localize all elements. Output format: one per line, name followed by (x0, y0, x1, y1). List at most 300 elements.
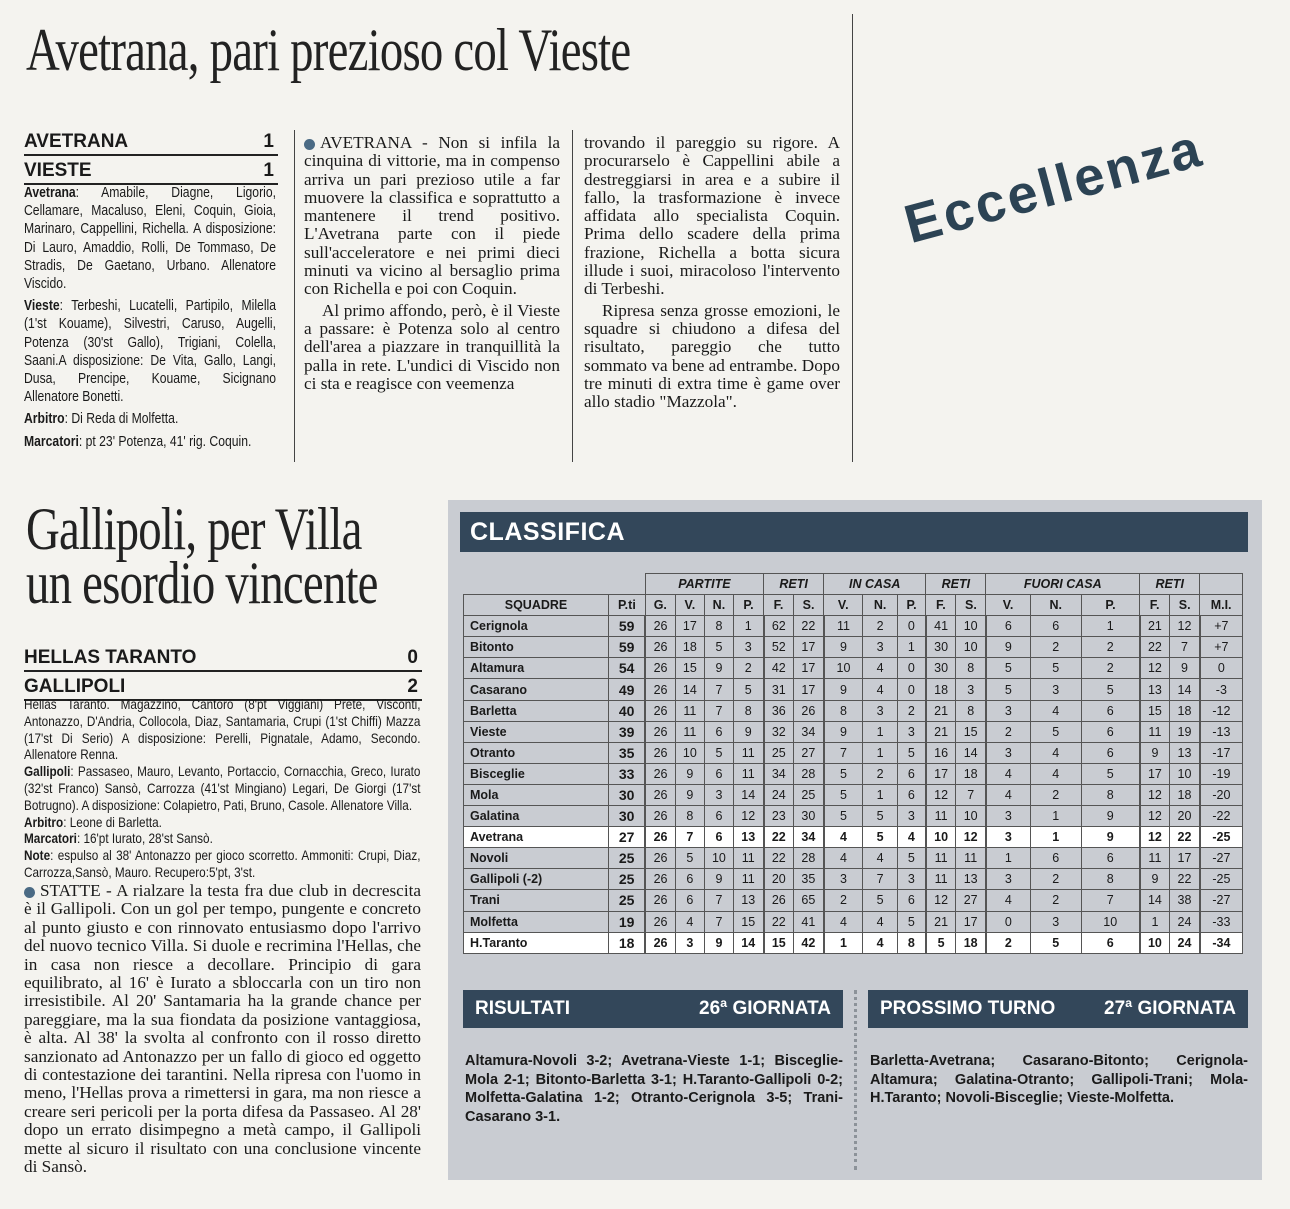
stat-cell: 5 (1030, 721, 1081, 742)
stat-cell: 3 (986, 869, 1030, 890)
points-cell: 35 (609, 742, 646, 763)
stat-cell: 4 (863, 932, 897, 953)
table-row (464, 721, 1243, 742)
group-header: RETI (926, 574, 986, 595)
stat-cell: 26 (645, 616, 675, 637)
stat-cell: 5 (824, 806, 863, 827)
next-round-title-bar (868, 990, 1248, 1028)
stat-cell: 10 (956, 806, 986, 827)
stat-cell: 9 (675, 784, 704, 805)
column-rule (294, 130, 295, 462)
stat-cell: 30 (926, 658, 956, 679)
stat-cell: 21 (1140, 616, 1170, 637)
stat-cell: -19 (1200, 763, 1243, 784)
stat-cell: 34 (764, 763, 794, 784)
lineups-gallipoli (24, 696, 420, 881)
stat-cell: 7 (704, 911, 733, 932)
stat-cell: 0 (897, 679, 926, 700)
stat-cell: 9 (704, 869, 733, 890)
stat-cell: 2 (986, 721, 1030, 742)
stat-cell: 8 (1081, 784, 1139, 805)
stat-cell: 18 (926, 679, 956, 700)
table-row (464, 848, 1243, 869)
points-cell: 39 (609, 721, 646, 742)
stat-cell: 7 (863, 869, 897, 890)
bullet-icon (304, 139, 315, 150)
score-row-away (24, 159, 278, 185)
stat-cell: 6 (1081, 721, 1139, 742)
stat-cell: 11 (824, 616, 863, 637)
stat-cell: 6 (1081, 742, 1139, 763)
standings-table (463, 573, 1243, 954)
points-cell: 19 (609, 911, 646, 932)
stat-cell: 1 (1030, 827, 1081, 848)
stat-cell: 5 (897, 742, 926, 763)
stat-cell: -3 (1200, 679, 1243, 700)
table-row (464, 616, 1243, 637)
stat-cell: 3 (956, 679, 986, 700)
stat-cell: 41 (794, 911, 824, 932)
stat-cell: 2 (1081, 658, 1139, 679)
stat-cell: 32 (764, 721, 794, 742)
column-header: G. (645, 595, 675, 616)
lineup-away: Vieste: Terbeshi, Lucatelli, Partipilo, Milella (1'st Kouame), Silvestri, Caruso, Augelli, Potenza (30'st Gallo), Trigiani, Colella, Saani.A disposizione: De Vita, Gallo, Langi, Dusa, Prencipe, Kouame, Sicignano Allenatore Bonetti. (24, 298, 276, 406)
stat-cell: 13 (733, 890, 763, 911)
stat-cell: 15 (1140, 700, 1170, 721)
stat-cell: 17 (794, 679, 824, 700)
column-header-row (464, 595, 1243, 616)
stat-cell: 19 (1170, 721, 1200, 742)
team-cell: Otranto (464, 742, 609, 763)
team-cell: Bisceglie (464, 763, 609, 784)
stat-cell: 6 (1081, 932, 1139, 953)
stat-cell: 10 (675, 742, 704, 763)
lineups-avetrana (24, 184, 276, 455)
stat-cell: 31 (764, 679, 794, 700)
stat-cell: 6 (675, 890, 704, 911)
stat-cell: 26 (645, 784, 675, 805)
stat-cell: 18 (675, 637, 704, 658)
stat-cell: 4 (824, 827, 863, 848)
stat-cell: 21 (926, 911, 956, 932)
stat-cell: 28 (794, 763, 824, 784)
stat-cell: 3 (704, 784, 733, 805)
column-header: S. (1170, 595, 1200, 616)
stat-cell: 5 (704, 637, 733, 658)
stat-cell: 6 (897, 763, 926, 784)
stat-cell: -12 (1200, 700, 1243, 721)
dotted-divider (854, 990, 857, 1170)
stat-cell: 11 (675, 700, 704, 721)
stat-cell: 5 (1030, 932, 1081, 953)
stat-cell: 8 (824, 700, 863, 721)
stat-cell: 5 (926, 932, 956, 953)
stat-cell: 26 (645, 763, 675, 784)
stat-cell: 7 (675, 827, 704, 848)
stat-cell: 7 (824, 742, 863, 763)
stat-cell: 26 (645, 848, 675, 869)
stat-cell: 10 (956, 616, 986, 637)
table-row (464, 784, 1243, 805)
stat-cell: 12 (1140, 658, 1170, 679)
column-header: F. (926, 595, 956, 616)
stat-cell: 8 (897, 932, 926, 953)
stat-cell: 30 (794, 806, 824, 827)
stat-cell: 12 (1140, 806, 1170, 827)
stat-cell: 6 (1081, 848, 1139, 869)
stat-cell: 20 (764, 869, 794, 890)
stat-cell: 10 (1140, 932, 1170, 953)
lineup-home: Hellas Taranto. Magazzino, Cantoro (8'pt Viggiani) Prete, Visconti, Antonazzo, D'Andria, Collocola, Diaz, Santamaria, Crupi (1'st Chiffi) Mazza (17'st Di Serio) A disposizione: Perelli, Pignatale, Adamo, Secondo. Allenatore Renna. (24, 696, 421, 763)
stat-cell: 3 (897, 806, 926, 827)
referee: Arbitro: Leone di Barletta. (24, 813, 162, 830)
stat-cell: 1 (1140, 911, 1170, 932)
stat-cell: 21 (926, 700, 956, 721)
stat-cell: 26 (645, 658, 675, 679)
column-header: P. (1081, 595, 1139, 616)
stat-cell: 2 (897, 700, 926, 721)
stat-cell: 3 (733, 637, 763, 658)
stat-cell: 4 (863, 911, 897, 932)
results-title-bar (463, 990, 843, 1028)
stat-cell: 11 (733, 763, 763, 784)
article2-body: STATTE - A rialzare la testa fra due club in decrescita è il Gallipoli. Con un gol per tempo, pungente e concreto al punto giusto e con rinnovato entusiasmo dopo l'arrivo del nuovo tecnico Villa. Si duole e recrimina l'Hellas, che in casa non riesce a decollare. Principio di gara equilibrato, al 16' è Iurato a sbloccarla con un tiro non irresistibile. Al 20' Santamaria ha la grande chance per pareggiare, ma la sua fiondata da posizione vantaggiosa, è alta. Al 38' la svolta al confronto con il rosso diretto sanzionato ad Antonazzo per un fallo di gioco ed oggetto di contestazione dei tarantini. Nella ripresa con l'uomo in meno, l'Hellas prova a rimettersi in gara, ma non riesce a creare seri pericoli per la porta difesa da Passaseo. Al 28' dopo un errato disimpegno a metà campo, il Gallipoli mette al sicuro il risultato con una conclusione vincente di Sansò. (24, 881, 421, 1177)
stat-cell: 11 (926, 806, 956, 827)
stat-cell: 30 (926, 637, 956, 658)
stat-cell: 9 (824, 679, 863, 700)
points-cell: 25 (609, 869, 646, 890)
stat-cell: 9 (1140, 869, 1170, 890)
stat-cell: 28 (794, 848, 824, 869)
stat-cell: 26 (645, 721, 675, 742)
stat-cell: 1 (863, 721, 897, 742)
stat-cell: 7 (704, 679, 733, 700)
stat-cell: 3 (986, 827, 1030, 848)
column-header: V. (675, 595, 704, 616)
stat-cell: -13 (1200, 721, 1243, 742)
team-cell: Cerignola (464, 616, 609, 637)
stat-cell: 11 (733, 742, 763, 763)
points-cell: 27 (609, 827, 646, 848)
stat-cell: 2 (1030, 869, 1081, 890)
team-cell: Mola (464, 784, 609, 805)
scorebox-avetrana (24, 130, 278, 185)
team-cell: H.Taranto (464, 932, 609, 953)
stat-cell: -27 (1200, 848, 1243, 869)
stat-cell: +7 (1200, 637, 1243, 658)
stat-cell: 14 (733, 784, 763, 805)
stat-cell: 11 (956, 848, 986, 869)
stat-cell: 25 (794, 784, 824, 805)
stat-cell: 2 (824, 890, 863, 911)
stat-cell: 35 (794, 869, 824, 890)
results-text: Altamura-Novoli 3-2; Avetrana-Vieste 1-1; Bisceglie-Mola 2-1; Bitonto-Barletta 3-1; H.Taranto-Gallipoli 0-2; Molfetta-Galatina 1-2; Otranto-Cerignola 3-5; Trani-Casarano 3-1. (465, 1053, 843, 1125)
stat-cell: -20 (1200, 784, 1243, 805)
column-header: N. (1030, 595, 1081, 616)
team-score: 2 (407, 676, 418, 697)
stat-cell: 5 (675, 848, 704, 869)
stat-cell: 2 (733, 658, 763, 679)
stat-cell: 0 (897, 616, 926, 637)
team-name: VIESTE (24, 160, 92, 181)
points-cell: 49 (609, 679, 646, 700)
stat-cell: 3 (986, 700, 1030, 721)
group-header: PARTITE (645, 574, 763, 595)
stat-cell: 9 (986, 637, 1030, 658)
stat-cell: 3 (1030, 679, 1081, 700)
stat-cell: 14 (675, 679, 704, 700)
stat-cell: 9 (733, 721, 763, 742)
stat-cell: 11 (733, 869, 763, 890)
stat-cell: 26 (645, 890, 675, 911)
stat-cell: 12 (926, 784, 956, 805)
stat-cell: 9 (1081, 827, 1139, 848)
points-cell: 25 (609, 848, 646, 869)
stat-cell: 34 (794, 827, 824, 848)
team-cell: Gallipoli (-2) (464, 869, 609, 890)
table-row (464, 890, 1243, 911)
team-cell: Altamura (464, 658, 609, 679)
stat-cell: 4 (863, 658, 897, 679)
stat-cell: 5 (1081, 679, 1139, 700)
stat-cell: 9 (704, 658, 733, 679)
stat-cell: 21 (926, 721, 956, 742)
stat-cell: 4 (863, 848, 897, 869)
next-round-text: Barletta-Avetrana; Casarano-Bitonto; Cerignola-Altamura; Galatina-Otranto; Gallipoli-Trani; Mola-H.Taranto; Novoli-Bisceglie; Vieste-Molfetta. (870, 1053, 1248, 1106)
stat-cell: 18 (956, 932, 986, 953)
stat-cell: 5 (704, 742, 733, 763)
stat-cell: 6 (704, 763, 733, 784)
column-rule (852, 14, 853, 462)
table-row (464, 869, 1243, 890)
stat-cell: 3 (897, 869, 926, 890)
table-row (464, 637, 1243, 658)
stat-cell: 10 (704, 848, 733, 869)
points-cell: 40 (609, 700, 646, 721)
stat-cell: 52 (764, 637, 794, 658)
stat-cell: 8 (733, 700, 763, 721)
team-cell: Bitonto (464, 637, 609, 658)
points-cell: 33 (609, 763, 646, 784)
stat-cell: 41 (926, 616, 956, 637)
stat-cell: 2 (863, 763, 897, 784)
stat-cell: 12 (926, 890, 956, 911)
stat-cell: 26 (645, 700, 675, 721)
column-header: F. (1140, 595, 1170, 616)
stat-cell: 24 (764, 784, 794, 805)
table-row (464, 658, 1243, 679)
points-cell: 30 (609, 806, 646, 827)
stat-cell: 6 (704, 806, 733, 827)
team-score: 1 (263, 160, 274, 181)
stat-cell: 24 (1170, 911, 1200, 932)
stat-cell: 6 (704, 721, 733, 742)
lineup-home: Avetrana: Amabile, Diagne, Ligorio, Cellamare, Macaluso, Eleni, Coquin, Gioia, Marinaro, Cappellini, Richella. A disposizione: Di Lauro, Amaddio, Rolli, De Tommaso, De Stradis, De Gaetano, Urbano. Allenatore Viscido. (24, 185, 276, 293)
stat-cell: 18 (956, 763, 986, 784)
next-round-round: 27ª GIORNATA (1104, 998, 1236, 1019)
stat-cell: 24 (1170, 932, 1200, 953)
points-cell: 18 (609, 932, 646, 953)
stat-cell: 14 (956, 742, 986, 763)
stat-cell: 3 (863, 700, 897, 721)
stat-cell: 15 (675, 658, 704, 679)
stat-cell: 1 (1030, 806, 1081, 827)
stat-cell: 4 (986, 890, 1030, 911)
column-header: M.I. (1200, 595, 1243, 616)
points-cell: 54 (609, 658, 646, 679)
stat-cell: 4 (986, 784, 1030, 805)
stat-cell: 3 (824, 869, 863, 890)
stat-cell: 1 (897, 637, 926, 658)
stat-cell: 10 (1081, 911, 1139, 932)
group-header: IN CASA (824, 574, 926, 595)
stat-cell: 14 (1140, 890, 1170, 911)
table-row (464, 763, 1243, 784)
stat-cell: 62 (764, 616, 794, 637)
table-row (464, 911, 1243, 932)
scorers: Marcatori: 16'pt Iurato, 28'st Sansò. (24, 830, 213, 847)
stat-cell: 1 (863, 784, 897, 805)
stat-cell: 13 (956, 869, 986, 890)
stat-cell: 5 (897, 848, 926, 869)
stat-cell: 14 (733, 932, 763, 953)
stat-cell: 5 (824, 763, 863, 784)
headline-avetrana: Avetrana, pari prezioso col Vieste (26, 17, 631, 83)
column-header: SQUADRE (464, 595, 609, 616)
stat-cell: 26 (794, 700, 824, 721)
stat-cell: 3 (1030, 911, 1081, 932)
stat-cell: 17 (1170, 848, 1200, 869)
stat-cell: 9 (1140, 742, 1170, 763)
stat-cell: 9 (824, 721, 863, 742)
stat-cell: 10 (1170, 763, 1200, 784)
stat-cell: 4 (897, 827, 926, 848)
stat-cell: 16 (926, 742, 956, 763)
results-title: RISULTATI (475, 998, 570, 1019)
column-header: V. (824, 595, 863, 616)
stat-cell: 11 (926, 848, 956, 869)
stat-cell: 15 (733, 911, 763, 932)
bullet-icon (24, 887, 35, 898)
stat-cell: 2 (1030, 890, 1081, 911)
stat-cell: 1 (733, 616, 763, 637)
points-cell: 59 (609, 616, 646, 637)
stat-cell: 27 (794, 742, 824, 763)
team-cell: Trani (464, 890, 609, 911)
stat-cell: 9 (1170, 658, 1200, 679)
group-header: RETI (1140, 574, 1200, 595)
stat-cell: 23 (764, 806, 794, 827)
headline-gallipoli: Gallipoli, per Villa un esordio vincente (26, 496, 378, 616)
group-header: RETI (764, 574, 824, 595)
next-round-title: PROSSIMO TURNO (880, 998, 1056, 1019)
table-row (464, 806, 1243, 827)
stat-cell: 26 (645, 911, 675, 932)
stat-cell: 5 (863, 806, 897, 827)
stat-cell: 6 (1030, 616, 1081, 637)
team-cell: Barletta (464, 700, 609, 721)
column-header: P. (733, 595, 763, 616)
stat-cell: 26 (764, 890, 794, 911)
stat-cell: -25 (1200, 869, 1243, 890)
stat-cell: 11 (926, 869, 956, 890)
team-cell: Novoli (464, 848, 609, 869)
stat-cell: 20 (1170, 806, 1200, 827)
stat-cell: 7 (956, 784, 986, 805)
stat-cell: 42 (764, 658, 794, 679)
stat-cell: 1 (863, 742, 897, 763)
stat-cell: 22 (764, 827, 794, 848)
team-score: 0 (407, 647, 418, 668)
stat-cell: -27 (1200, 890, 1243, 911)
standings-title-bar (460, 512, 1248, 552)
stat-cell: 9 (675, 763, 704, 784)
stat-cell: 7 (1170, 637, 1200, 658)
stat-cell: 4 (1030, 700, 1081, 721)
stat-cell: 5 (824, 784, 863, 805)
stat-cell: 25 (764, 742, 794, 763)
team-name: AVETRANA (24, 131, 129, 152)
team-cell: Vieste (464, 721, 609, 742)
stat-cell: 8 (675, 806, 704, 827)
stat-cell: 4 (1030, 742, 1081, 763)
stat-cell: 17 (794, 658, 824, 679)
stat-cell: -25 (1200, 827, 1243, 848)
stat-cell: 5 (863, 827, 897, 848)
stat-cell: +7 (1200, 616, 1243, 637)
stat-cell: 11 (733, 848, 763, 869)
stat-cell: 17 (926, 763, 956, 784)
stat-cell: 8 (1081, 869, 1139, 890)
stat-cell: 22 (1170, 827, 1200, 848)
stat-cell: 1 (1081, 616, 1139, 637)
stat-cell: 0 (1200, 658, 1243, 679)
stat-cell: 3 (863, 637, 897, 658)
stat-cell: 2 (1030, 784, 1081, 805)
stat-cell: 22 (764, 911, 794, 932)
stat-cell: 3 (986, 742, 1030, 763)
stat-cell: 13 (1140, 679, 1170, 700)
team-cell: Galatina (464, 806, 609, 827)
stat-cell: 13 (733, 827, 763, 848)
stat-cell: -22 (1200, 806, 1243, 827)
stat-cell: 5 (1081, 763, 1139, 784)
score-row-home (24, 130, 278, 156)
stat-cell: 26 (645, 869, 675, 890)
stat-cell: 4 (824, 848, 863, 869)
stat-cell: 6 (1030, 848, 1081, 869)
stat-cell: 38 (1170, 890, 1200, 911)
score-row-home (24, 646, 422, 672)
stat-cell: 0 (897, 658, 926, 679)
stat-cell: 6 (675, 869, 704, 890)
stat-cell: 4 (824, 911, 863, 932)
stat-cell: 11 (1140, 721, 1170, 742)
column-header: S. (956, 595, 986, 616)
column-header: P. (897, 595, 926, 616)
stat-cell: 8 (956, 658, 986, 679)
notes: Note: espulso al 38' Antonazzo per gioco scorretto. Ammoniti: Crupi, Diaz, Carrozza,Sansò, Mauro. Recupero:5'pt, 3'st. (24, 847, 421, 880)
stat-cell: 17 (1140, 763, 1170, 784)
stat-cell: 7 (1081, 890, 1139, 911)
stat-cell: 2 (1081, 637, 1139, 658)
stat-cell: 65 (794, 890, 824, 911)
team-cell: Avetrana (464, 827, 609, 848)
scorebox-gallipoli (24, 646, 422, 701)
column-header: F. (764, 595, 794, 616)
column-rule (572, 130, 573, 462)
stat-cell: 22 (764, 848, 794, 869)
